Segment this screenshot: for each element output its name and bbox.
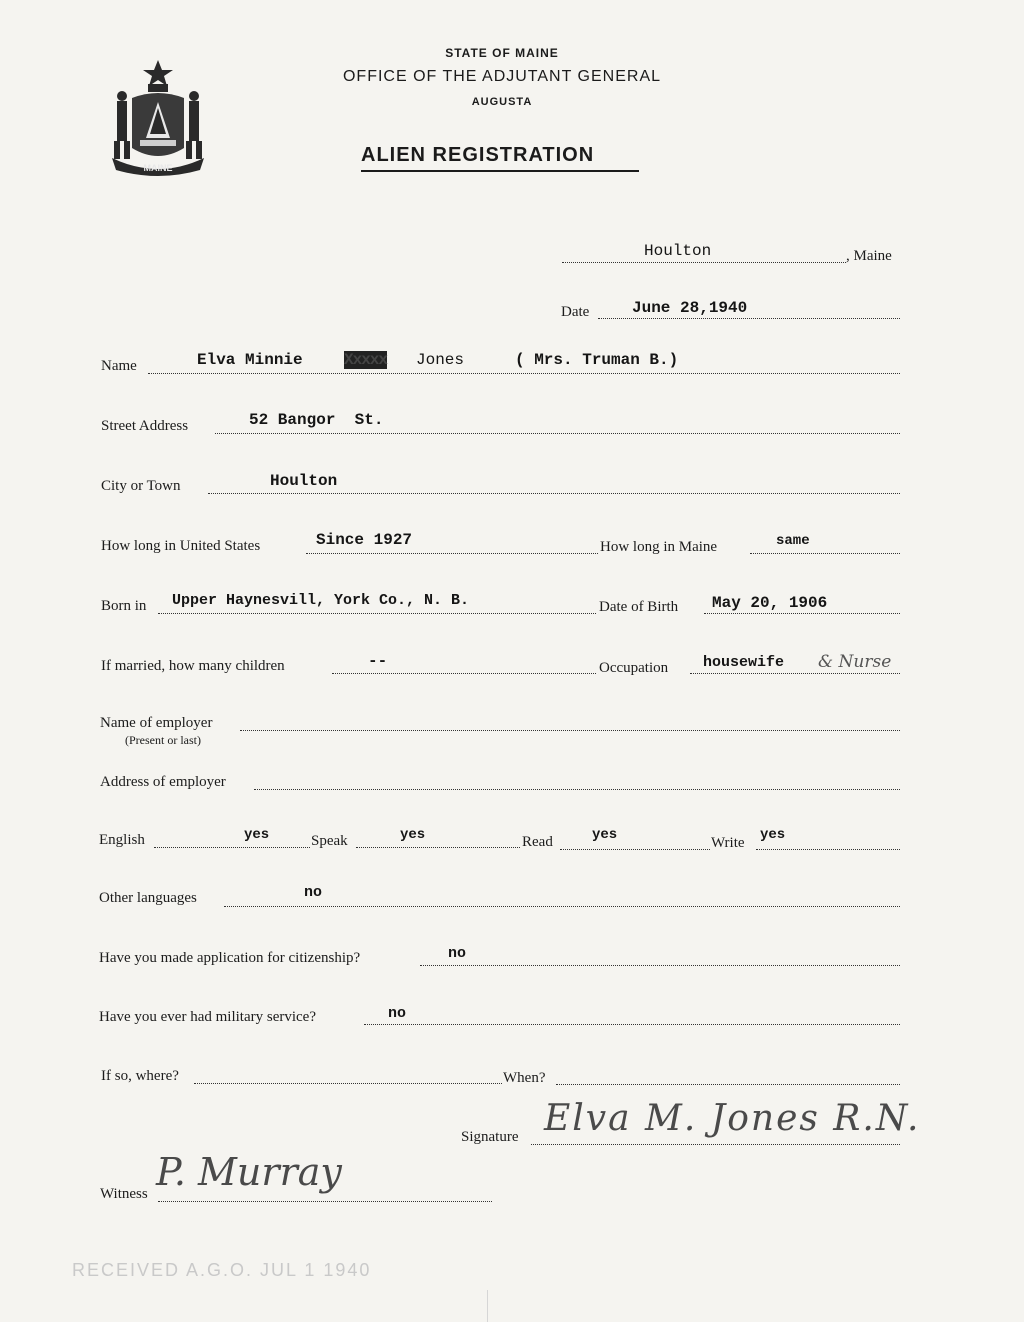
signature-line (531, 1144, 900, 1145)
state-heading: STATE OF MAINE (445, 46, 559, 60)
read-value: yes (592, 827, 618, 843)
name-line (148, 373, 900, 374)
place-line (562, 262, 846, 263)
born-line (158, 613, 596, 614)
signature-label: Signature (461, 1129, 519, 1145)
street-line (215, 433, 900, 434)
us-duration-value: Since 1927 (316, 531, 413, 549)
children-label: If married, how many children (101, 658, 285, 674)
witness-line (158, 1201, 492, 1202)
when-label: When? (503, 1070, 546, 1086)
city-label: City or Town (101, 478, 181, 494)
employer-address-line (254, 789, 900, 790)
signature-value: Elva M. Jones R.N. (544, 1098, 921, 1139)
title-underline (361, 170, 639, 172)
maine-duration-line (750, 553, 900, 554)
employer-line (240, 730, 900, 731)
witness-value: P. Murray (156, 1150, 342, 1194)
occupation-handwritten: & Nurse (818, 652, 892, 672)
dob-value: May 20, 1906 (712, 594, 828, 612)
name-value: Elva Minnie (197, 351, 303, 369)
citizenship-label: Have you made application for citizenship? (99, 950, 361, 966)
place-value: Houlton (644, 242, 712, 260)
place-suffix: , Maine (846, 248, 892, 264)
office-heading: OFFICE OF THE ADJUTANT GENERAL (342, 68, 662, 85)
read-line (560, 849, 710, 850)
dob-line (704, 613, 900, 614)
born-label: Born in (101, 598, 147, 614)
born-value: Upper Haynesvill, York Co., N. B. (172, 592, 470, 609)
fold-mark (487, 1290, 488, 1322)
where-label: If so, where? (101, 1068, 179, 1084)
children-line (332, 673, 596, 674)
name-note: ( Mrs. Truman B.) (515, 351, 679, 369)
received-stamp: RECEIVED A.G.O. JUL 1 1940 (72, 1260, 372, 1280)
other-languages-label: Other languages (99, 890, 197, 906)
us-duration-label: How long in United States (101, 538, 261, 554)
write-value: yes (760, 827, 786, 843)
city-heading: AUGUSTA (471, 96, 533, 108)
maine-duration-value: same (776, 533, 810, 549)
military-line (364, 1024, 900, 1025)
witness-label: Witness (100, 1186, 148, 1202)
english-label: English (99, 832, 145, 848)
date-label: Date (561, 304, 590, 320)
employer-address-label: Address of employer (100, 774, 226, 790)
maine-duration-label: How long in Maine (600, 539, 718, 555)
city-value: Houlton (270, 472, 338, 490)
date-value: June 28,1940 (632, 299, 748, 317)
form-title: ALIEN REGISTRATION (361, 144, 595, 166)
other-languages-line (224, 906, 900, 907)
citizenship-line (420, 965, 900, 966)
speak-label: Speak (311, 833, 348, 849)
when-line (556, 1084, 900, 1085)
occupation-value: housewife (703, 654, 785, 671)
english-value: yes (244, 827, 270, 843)
name-label: Name (101, 358, 137, 374)
citizenship-value: no (448, 945, 467, 962)
occupation-label: Occupation (599, 660, 669, 676)
read-label: Read (522, 834, 553, 850)
occupation-line (690, 673, 900, 674)
street-value: 52 Bangor St. (249, 411, 384, 429)
children-value: -- (368, 652, 388, 670)
city-line (208, 493, 900, 494)
date-line (598, 318, 900, 319)
name-surname: Jones (416, 351, 465, 369)
write-line (756, 849, 900, 850)
street-label: Street Address (101, 418, 189, 434)
us-duration-line (306, 553, 598, 554)
speak-line (356, 847, 520, 848)
employer-sublabel: (Present or last) (125, 733, 201, 747)
employer-label: Name of employer (100, 715, 213, 731)
other-languages-value: no (304, 884, 323, 901)
write-label: Write (711, 835, 745, 851)
where-line (194, 1083, 502, 1084)
name-struck: Xxxxx (344, 351, 388, 369)
seal-motto: MAINE (143, 163, 173, 173)
military-label: Have you ever had military service? (99, 1009, 316, 1025)
speak-value: yes (400, 827, 426, 843)
dob-label: Date of Birth (599, 599, 679, 615)
english-line (154, 847, 310, 848)
military-value: no (388, 1005, 407, 1022)
